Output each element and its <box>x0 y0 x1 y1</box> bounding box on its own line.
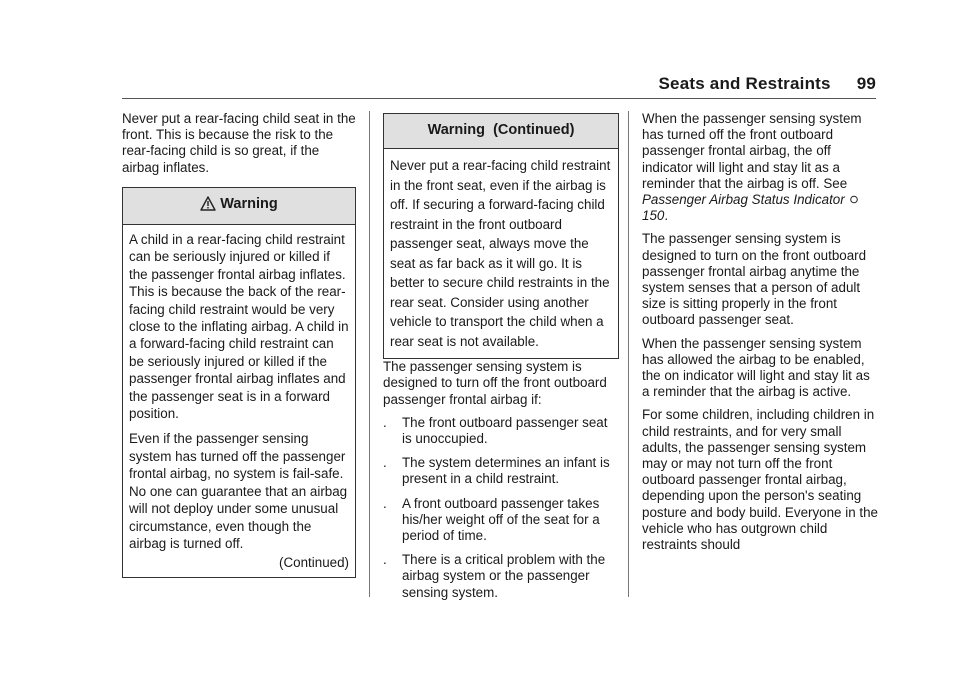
cross-reference-page[interactable]: 150 <box>642 208 665 224</box>
bullet: . <box>383 552 387 568</box>
condition-list <box>383 415 619 601</box>
column-3 <box>642 111 878 560</box>
warning-paragraph: Even if the passenger sensing system has turned off the passenger frontal airbag, no system is fail-safe. No one can guarantee that an airbag will not deploy under some unusual circumstance, even though the airbag is turned off. <box>129 431 348 551</box>
header-rule <box>122 98 876 99</box>
warning-title <box>123 188 355 225</box>
warning-continued-box <box>383 113 619 359</box>
children-paragraph: For some children, including children in child restraints, and for very small adults, the passenger sensing system may or may not turn off the front outboard passenger frontal airbag, depending upon the person's seating posture and body build. Everyone in the vehicle who has outgrown child restraints should <box>642 407 878 553</box>
page-number: 99 <box>856 74 876 93</box>
warning-body <box>123 225 355 577</box>
bullet: . <box>383 414 387 430</box>
list-item: . There is a critical problem with the airbag system or the passenger sensing system. <box>383 552 606 600</box>
warning-continued-title: Warning (Continued) <box>384 114 618 149</box>
warning-icon <box>200 196 216 215</box>
column-2 <box>383 113 619 609</box>
continued-label: (Continued) <box>279 555 349 571</box>
adult-paragraph: The passenger sensing system is designed to turn on the front outboard passenger frontal airbag anytime the system senses that a person of adult size is sitting properly in the front outboard passenger seat. <box>642 231 867 328</box>
column-divider-left <box>369 111 370 597</box>
page-reference-icon <box>850 192 858 208</box>
warning-continued-text: Never put a rear-facing child restraint in the front seat, even if the airbag is off. If securing a forward-facing child restraint in the front outboard passenger seat, always move the seat as far back as it will go. It is better to secure child restraints in the rear seat. Consider using another vehicle to transport the child when a rear seat is not available. <box>390 158 611 349</box>
warning-paragraph: A child in a rear-facing child restraint can be seriously injured or killed if the passenger frontal airbag inflates. This is because the back of the rear-facing child restraint would be very close to the inflating airbag. A child in a forward-facing child restraint can be seriously injured or killed if the passenger frontal airbag inflates and the passenger seat is in a forward position. <box>129 232 349 422</box>
column-divider-right <box>628 111 629 597</box>
off-indicator-paragraph: When the passenger sensing system has turned off the front outboard passenger frontal airbag, the off indicator will light and stay lit as a reminder that the airbag is off. See Passenger Airbag Status Indicator 150. <box>642 111 862 224</box>
section-title: Seats and Restraints <box>658 74 831 93</box>
intro-paragraph: Never put a rear-facing child seat in the front. This is because the risk to the rear-facing child is so great, if the airbag inflates. <box>122 111 356 175</box>
on-indicator-paragraph: When the passenger sensing system has allowed the airbag to be enabled, the on indicator will light and stay lit as a reminder that the airbag is active. <box>642 335 870 400</box>
sensing-intro: The passenger sensing system is designed to turn off the front outboard passenger frontal airbag if: <box>383 359 607 407</box>
bullet: . <box>383 455 387 471</box>
column-1 <box>122 111 356 578</box>
warning-title-text: Warning <box>220 195 278 212</box>
bullet: . <box>383 495 387 511</box>
list-item: . The system determines an infant is present in a child restraint. <box>383 455 610 487</box>
running-header <box>659 74 877 94</box>
warning-box <box>122 187 356 578</box>
cross-reference-link[interactable]: Passenger Airbag Status Indicator <box>642 192 845 208</box>
list-item: . A front outboard passenger takes his/her weight off of the seat for a period of time. <box>383 495 600 544</box>
list-item: . The front outboard passenger seat is unoccupied. <box>383 414 608 447</box>
warning-continued-body <box>384 149 618 358</box>
